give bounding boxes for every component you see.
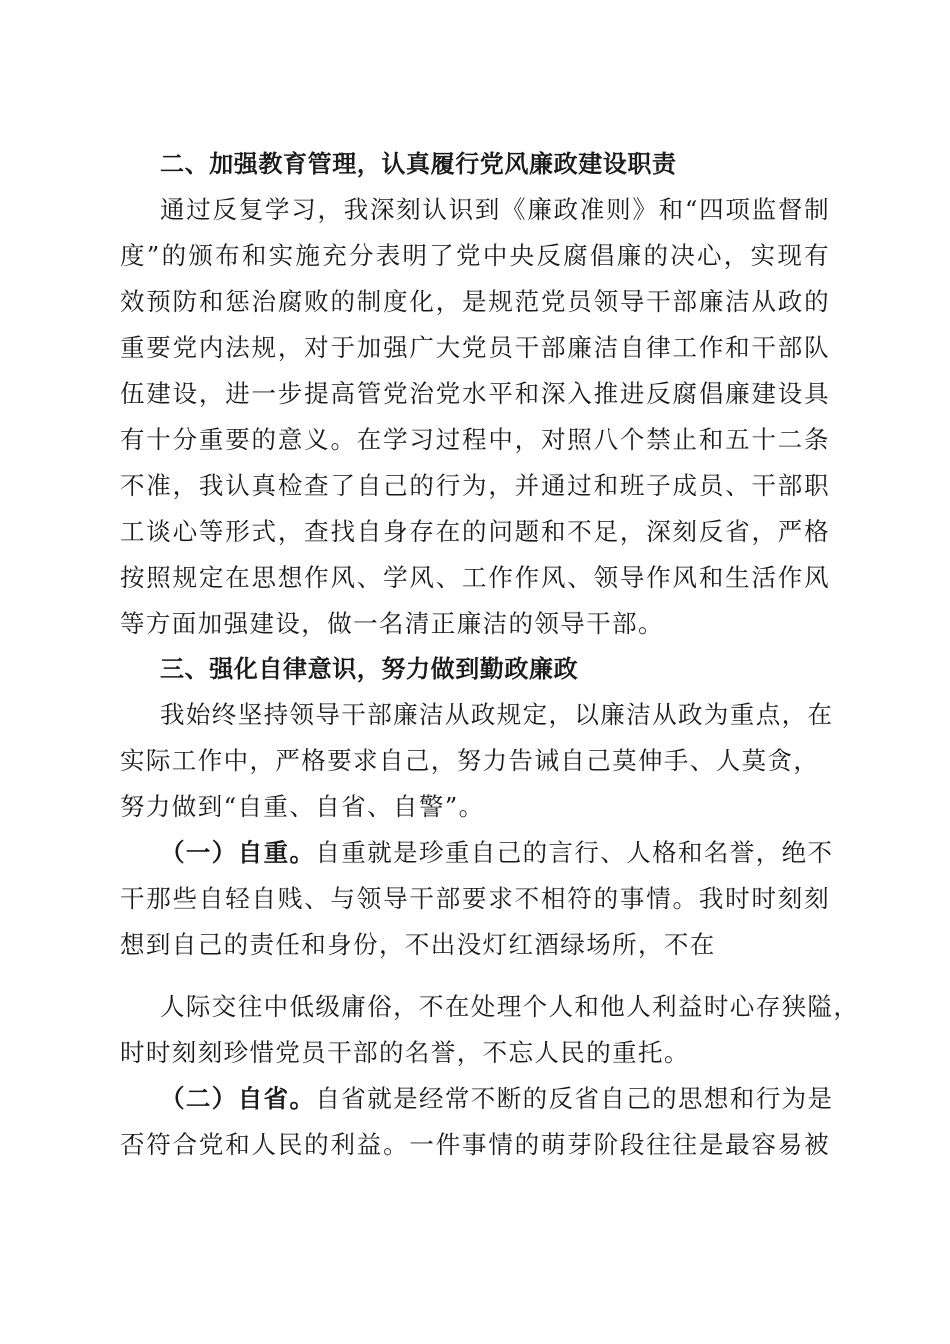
section-3-heading: 三、强化自律意识，努力做到勤政廉政: [160, 655, 579, 683]
paragraph-line: 效预防和惩治腐败的制度化，是规范党员领导干部廉洁从政的: [120, 287, 830, 316]
paragraph-line: 有十分重要的意义。在学习过程中，对照八个禁止和五十二条: [120, 425, 830, 454]
paragraph-line: 时时刻刻珍惜党员干部的名誉，不忘人民的重托。: [120, 1038, 690, 1067]
paragraph-line: 实际工作中，严格要求自己，努力告诫自己莫伸手、人莫贪，: [120, 746, 820, 775]
paragraph-line: 努力做到“自重、自省、自警”。: [120, 792, 485, 821]
subsection-2-label: （二）自省。: [160, 1084, 316, 1113]
paragraph-line: 否符合党和人民的利益。一件事情的萌芽阶段往往是最容易被: [120, 1130, 830, 1159]
paragraph-line: 通过反复学习，我深刻认识到《廉政准则》和“四项监督制: [160, 195, 830, 224]
subsection-1-label: （一）自重。: [160, 838, 316, 867]
paragraph-line: 工谈心等形式，查找自身存在的问题和不足，深刻反省，严格: [120, 517, 830, 546]
paragraph-line: 人际交往中低级庸俗，不在处理个人和他人利益时心存狭隘，: [160, 992, 860, 1021]
paragraph-line: 等方面加强建设，做一名清正廉洁的领导干部。: [120, 609, 664, 638]
paragraph-line: 我始终坚持领导干部廉洁从政规定，以廉洁从政为重点，在: [160, 700, 834, 729]
paragraph-line: 度”的颁布和实施充分表明了党中央反腐倡廉的决心，实现有: [120, 241, 830, 270]
section-2-heading: 二、加强教育管理，认真履行党风廉政建设职责: [160, 150, 677, 178]
paragraph-line: 想到自己的责任和身份，不出没灯红酒绿场所，不在: [120, 930, 716, 959]
paragraph-line: 干那些自轻自贱、与领导干部要求不相符的事情。我时时刻刻: [120, 884, 830, 913]
paragraph-line: 重要党内法规，对于加强广大党员干部廉洁自律工作和干部队: [120, 333, 830, 362]
subsection-2-first-line: [160, 1082, 834, 1116]
subsection-1-first-line: [160, 836, 834, 870]
subsection-2-text: 自省就是经常不断的反省自己的思想和行为是: [315, 1084, 834, 1113]
subsection-1-text: 自重就是珍重自己的言行、人格和名誉，绝不: [315, 838, 834, 867]
paragraph-line: 不准，我认真检查了自己的行为，并通过和班子成员、干部职: [120, 471, 830, 500]
paragraph-line: 伍建设，进一步提高管党治党水平和深入推进反腐倡廉建设具: [120, 379, 830, 408]
paragraph-line: 按照规定在思想作风、学风、工作作风、领导作风和生活作风: [120, 563, 830, 592]
